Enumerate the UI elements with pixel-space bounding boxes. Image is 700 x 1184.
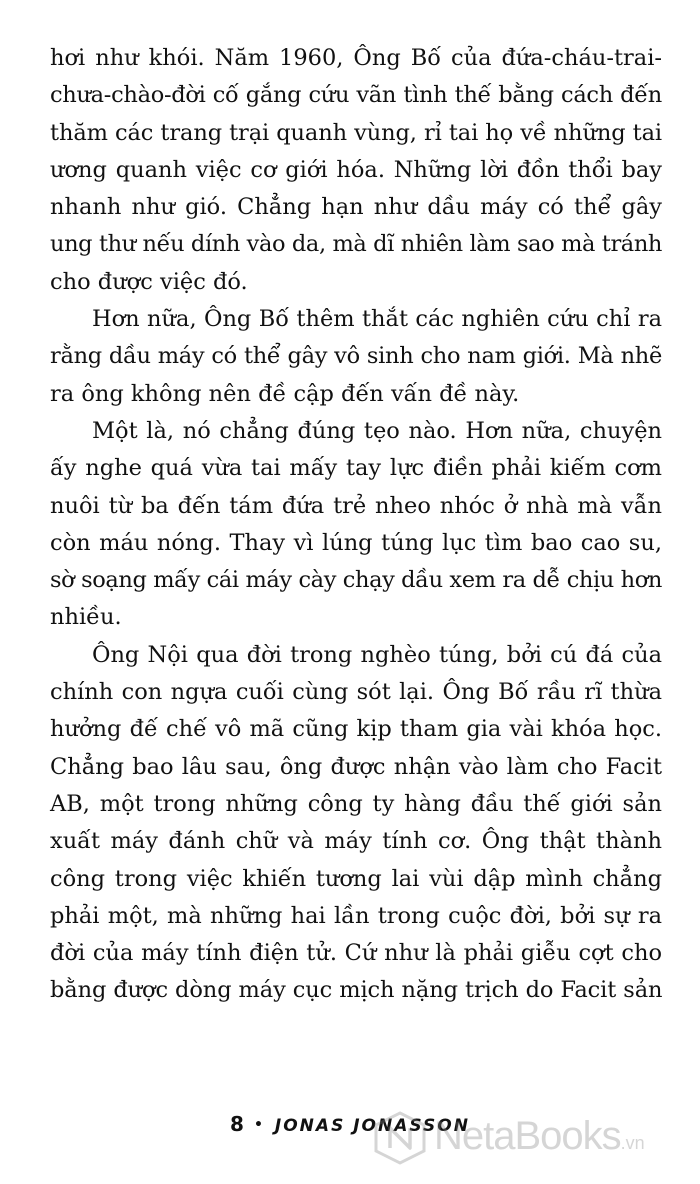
text-line: hơi như khói. Năm 1960, Ông Bố của đứa-cháu-trai- bbox=[50, 45, 662, 71]
text-line: ấy nghe quá vừa tai mấy tay lực điền phải kiếm cơm bbox=[50, 455, 662, 482]
text-line: cho được việc đó. bbox=[50, 268, 248, 295]
watermark-suffix: .vn bbox=[620, 1133, 645, 1153]
text-line: phải một, mà những hai lần trong cuộc đời, bởi sự ra bbox=[50, 902, 662, 929]
page-body-text bbox=[50, 40, 662, 1010]
text-line: hưởng đế chế vô mã cũng kịp tham gia vài khóa học. bbox=[50, 716, 662, 743]
text-line: nhanh như gió. Chẳng hạn như dầu máy có thể gây bbox=[50, 194, 662, 221]
text-line: đời của máy tính điện tử. Cứ như là phải giễu cợt cho bbox=[50, 940, 662, 967]
text-line: Hơn nữa, Ông Bố thêm thắt các nghiên cứu chỉ ra bbox=[92, 306, 662, 333]
text-line: Chẳng bao lâu sau, ông được nhận vào làm cho Facit bbox=[50, 753, 662, 780]
text-line: chưa-chào-đời cố gắng cứu vãn tình thế bằng cách đến bbox=[50, 82, 662, 109]
netabooks-logo-icon bbox=[372, 1110, 428, 1166]
text-line: công trong việc khiến tương lai vùi dập mình chẳng bbox=[50, 865, 662, 892]
footer-bullet: • bbox=[253, 1117, 265, 1133]
text-line: Một là, nó chẳng đúng tẹo nào. Hơn nữa, chuyện bbox=[92, 417, 662, 444]
watermark-text bbox=[434, 1114, 645, 1159]
watermark-brand: NetaBooks bbox=[434, 1114, 621, 1158]
paragraph bbox=[50, 301, 662, 413]
text-line: còn máu nóng. Thay vì lúng túng lục tìm bao cao su, bbox=[50, 529, 662, 556]
text-line: Ông Nội qua đời trong nghèo túng, bởi cú đá của bbox=[92, 641, 662, 668]
author-name: JONAS JONASSON bbox=[274, 1116, 470, 1136]
paragraph bbox=[50, 637, 662, 1010]
text-line: nhiều. bbox=[50, 604, 122, 631]
page-number: 8 bbox=[230, 1112, 244, 1136]
text-line: rằng dầu máy có thể gây vô sinh cho nam giới. Mà nhẽ bbox=[50, 343, 662, 370]
paragraph bbox=[50, 413, 662, 637]
text-line: chính con ngựa cuối cùng sót lại. Ông Bố rầu rĩ thừa bbox=[50, 679, 662, 706]
paragraph bbox=[50, 40, 662, 301]
text-line: AB, một trong những công ty hàng đầu thế giới sản bbox=[50, 790, 662, 817]
text-line: xuất máy đánh chữ và máy tính cơ. Ông thật thành bbox=[50, 828, 662, 855]
text-line: ung thư nếu dính vào da, mà dĩ nhiên làm sao mà tránh bbox=[50, 231, 662, 258]
text-line: thăm các trang trại quanh vùng, rỉ tai họ về những tai bbox=[50, 119, 662, 146]
text-line: ương quanh việc cơ giới hóa. Những lời đồn thổi bay bbox=[50, 156, 662, 183]
text-line: nuôi từ ba đến tám đứa trẻ nheo nhóc ở nhà mà vẫn bbox=[50, 492, 662, 519]
text-line: sờ soạng mấy cái máy cày chạy dầu xem ra dễ chịu hơn bbox=[50, 567, 662, 594]
netabooks-watermark bbox=[372, 1108, 692, 1170]
text-line: bằng được dòng máy cục mịch nặng trịch do Facit sản bbox=[50, 977, 663, 1004]
text-line: ra ông không nên đề cập đến vấn đề này. bbox=[50, 380, 520, 407]
